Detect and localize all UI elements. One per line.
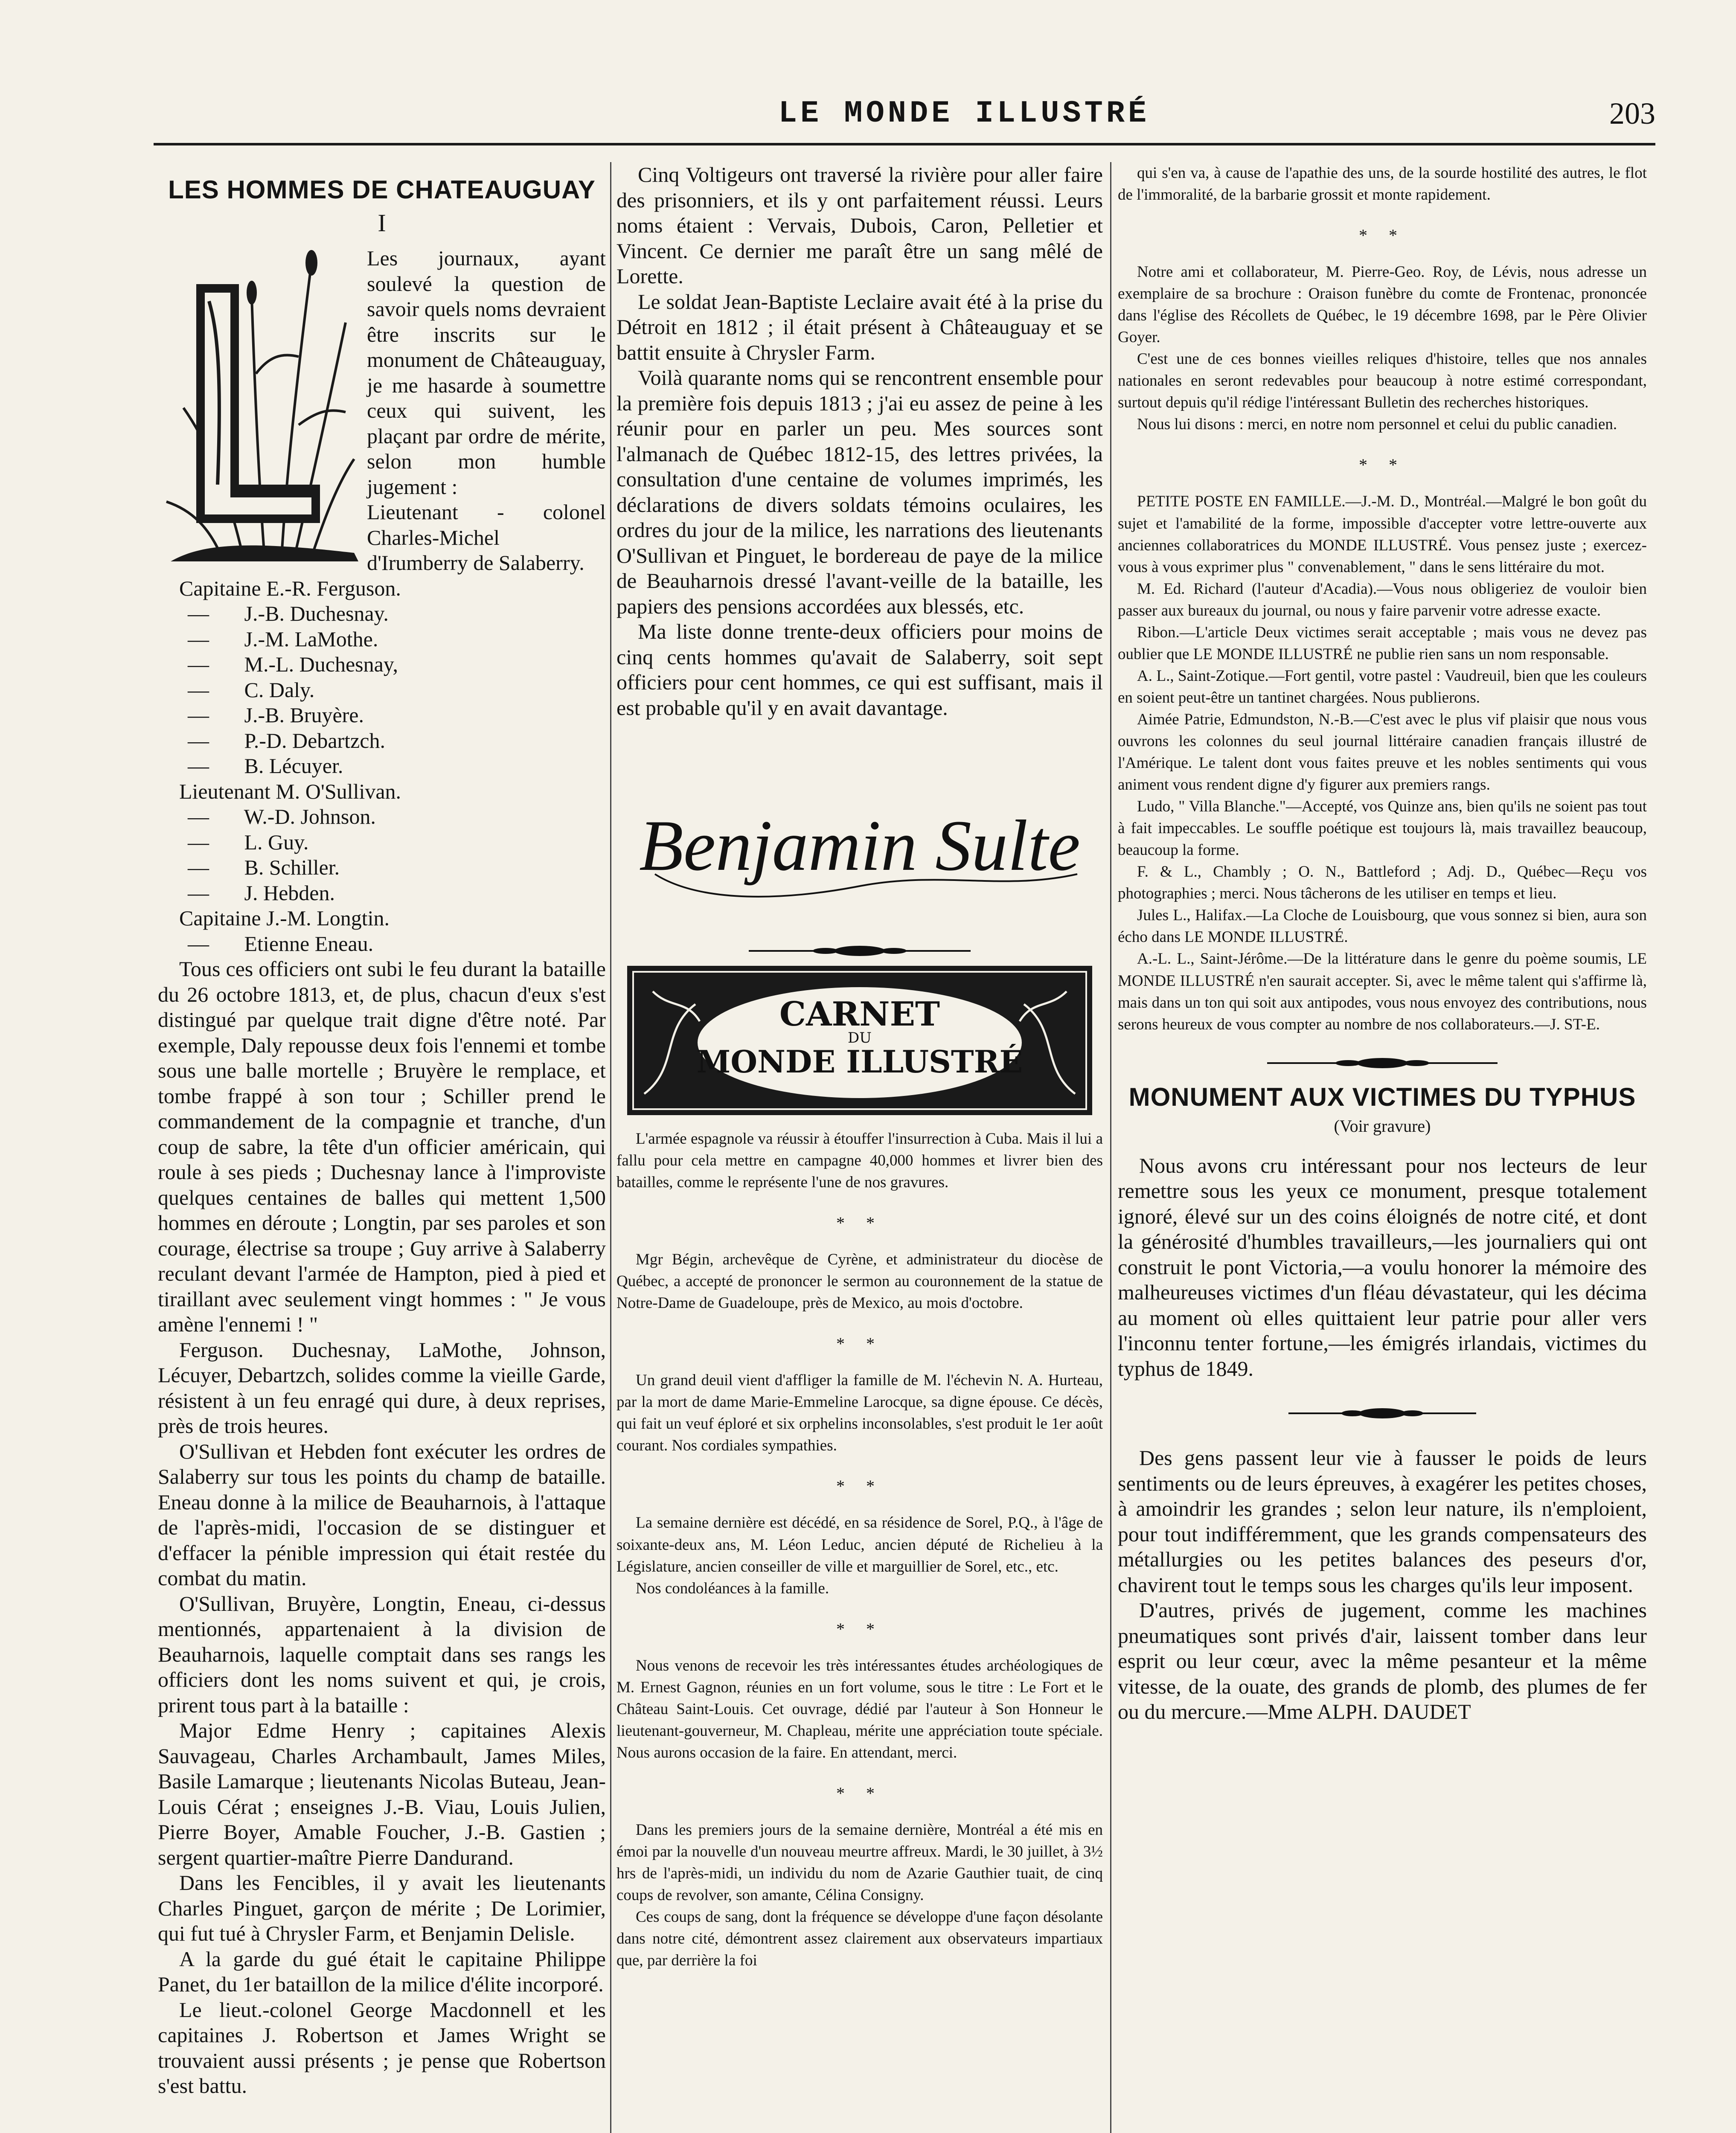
news-note: qui s'en va, à cause de l'apathie des uns, de la sourde hostilité des autres, le flot de l'immoralité, de la barbarie grossit et monte rapidement. [1118, 164, 1647, 204]
news-note: Aimée Patrie, Edmundston, N.-B.—C'est avec le plus vif plaisir que nous vous ouvrons les colonnes du seul journal littéraire canadien français illustré de l'Amérique. Le talent dont vous faites preuve et les nobles sentiments qui vous animent vous rendent digne d'y figurer aux premiers rangs. [1118, 710, 1647, 794]
news-note: F. & L., Chambly ; O. N., Battleford ; Adj. D., Québec—Reçu vos photographies ; merci. Nous tâcherons de les utiliser en temps et lieu. [1118, 863, 1647, 903]
officer-name: W.-D. Johnson. [244, 805, 376, 828]
column-rule [1110, 162, 1111, 2133]
officer-name: C. Daly. [244, 677, 315, 702]
monument-body: Nous avons cru intéressant pour nos lecteurs de leur remettre sous les yeux ce monument, presque totalement ignoré, élevé sur un des coins éloignés de notre cité, et dont la générosité d'humbles travailleurs,—les journaliers qui ont construit le pont Victoria,—a voulu honorer la mémoire des malheureuses victimes d'un fléau dévastateur, qui les décima au moment où elles quittaient leur patrie pour aller vers l'inconnu tenter fortune,—les émigrés irlandais, victimes du typhus de 1849. [1118, 1153, 1647, 1380]
news-note: Nous venons de recevoir les très intéressantes études archéologiques de M. Ernest Gagnon, réunies en un fort volume, sous le titre : Le Fort et le Château Saint-Louis. Cet ouvrage, dédié par l'auteur à Son Honneur le lieutenant-gouverneur, M. Chapleau, mérite une appréciation toute spéciale. Nous aurons occasion de la faire. En attendant, merci. [616, 1656, 1103, 1761]
news-note: Dans les premiers jours de la semaine dernière, Montréal a été mis en émoi par la nouvelle d'un nouveau meurtre affreux. Mardi, le 30 juillet, à 3½ hrs de l'après-midi, un individu du nom de Azarie Gauthier tuait, de cinq coups de revolver, son amante, Célina Consigny. [616, 1821, 1103, 1904]
news-note: L'armée espagnole va réussir à étouffer l'insurrection à Cuba. Mais il lui a fallu pour cela mettre en campagne 40,000 hommes et livrer bien des batailles, comme le représente l'une de nos gravures. [616, 1130, 1103, 1191]
roster-entry [158, 855, 606, 881]
asterism-divider: * * [1359, 226, 1406, 245]
roster-entry [158, 779, 606, 805]
column-3 [1118, 162, 1647, 2133]
roster-entry [158, 728, 606, 754]
part-number: I [378, 209, 386, 237]
officer-name: E.-R. Ferguson. [266, 576, 401, 600]
officer-name: P.-D. Debartzch. [244, 728, 385, 753]
article-body [158, 956, 606, 2099]
svg-text:CARNET: CARNET [779, 995, 940, 1034]
drop-cap-illustration [158, 246, 358, 561]
asterism-divider: * * [836, 1619, 883, 1639]
quote-paragraph-2: D'autres, privés de jugement, comme les machines pneumatiques sont privés d'air, laissent tomber dans leur esprit ou leur cœur, avec la même pesanteur et la même vitesse, de la ouate, des grands de plomb, des plumes de fer ou du mercure.—Mme ALPH. DAUDET [1118, 1598, 1647, 1724]
news-note: Un grand deuil vient d'affliger la famille de M. l'échevin N. A. Hurteau, par la mort de dame Marie-Emmeline Larocque, sa digne épouse. Ce décès, qui fait un veuf éploré et six orphelins inconsolables, s'est produit le 1er août courant. Nos cordiales sympathies. [616, 1372, 1103, 1455]
news-note: A.-L. L., Saint-Jérôme.—De la littérature dans le genre du poème soumis, LE MONDE ILLUSTRÉ n'en saurait accepter. Si, avec le même talent qui s'affirme là, mais dans un ton qui soit aux antipodes, vous nous envoyez des contributions, nous serons heureux de vous compter au nombre de nos collaborateurs.—J. ST-E. [1118, 950, 1647, 1033]
asterism-divider: * * [836, 1476, 883, 1496]
article-paragraph: Major Edme Henry ; capitaines Alexis Sauvageau, Charles Archambault, James Miles, Basile Lamarque ; lieutenants Nicolas Buteau, Jean-Louis Cérat ; enseignes J.-B. Viau, Louis Julien, Pierre Boyer, Amable Foucher, J.-B. Gastien ; sergent quartier-maître Pierre Dandurand. [158, 1718, 606, 1869]
ditto-dash: — [188, 754, 209, 778]
news-note: Nos condoléances à la famille. [636, 1579, 829, 1597]
column-2 [616, 162, 1103, 2133]
carnet-notes [616, 1128, 1103, 1971]
author-signature [616, 763, 1103, 925]
officer-name: Lieutenant - colonel Charles-Michel d'Irumberry de Salaberry. [367, 500, 606, 575]
ditto-dash: — [188, 652, 209, 676]
ditto-dash: — [188, 728, 209, 753]
column-1 [158, 162, 606, 2133]
news-note: Nous lui disons : merci, en notre nom personnel et celui du public canadien. [1137, 416, 1617, 433]
ditto-dash: — [188, 805, 209, 828]
column-rule [610, 162, 611, 2133]
news-note: C'est une de ces bonnes vieilles reliques d'histoire, telles que nos annales nationales en seront redevables pour beaucoup à notre estimé correspondant, surtout depuis qu'il rédige l'intéressant Bulletin des recherches historiques. [1118, 350, 1647, 412]
news-note: Ces coups de sang, dont la fréquence se développe d'une façon désolante dans notre cité, démontrent assez clairement aux observateurs impartiaux que, par derrière la foi [616, 1908, 1103, 1970]
news-note: PETITE POSTE EN FAMILLE.—J.-M. D., Montréal.—Malgré le bon goût du sujet et l'amabilité de la forme, impossible d'accepter votre lettre-ouverte aux anciennes collaboratrices du MONDE ILLUSTRÉ. Vous pensez juste ; exercez-vous à vous exprimer plus " convenablement, " dans le sens littéraire du mot. [1118, 493, 1647, 576]
rank-label: Capitaine [179, 906, 261, 930]
roster-entry [158, 652, 606, 677]
svg-text:DU: DU [848, 1029, 872, 1046]
article-paragraph: Ma liste donne trente-deux officiers pour moins de cinq cents hommes qu'avait de Salaberry, soit sept officiers pour cent hommes, ce qui est suffisant, mais il est probable qu'il y en avait davantage. [616, 619, 1103, 720]
ditto-dash: — [188, 703, 209, 727]
ditto-dash: — [188, 881, 209, 905]
roster-entry [158, 881, 606, 906]
officer-name: B. Lécuyer. [244, 754, 343, 778]
news-note: La semaine dernière est décédé, en sa résidence de Sorel, P.Q., à l'âge de soixante-deux ans, M. Léon Leduc, ancien député de Richelieu à la Législature, ancien conseiller de ville et marguillier de Sorel, etc., etc. [616, 1514, 1103, 1575]
officer-name: M. O'Sullivan. [276, 779, 401, 803]
officer-name: B. Schiller. [244, 855, 340, 879]
article-paragraph: Tous ces officiers ont subi le feu durant la bataille du 26 octobre 1813, et, de plus, chacun d'eux s'est distingué par quelque trait digne d'être noté. Par exemple, Daly repousse deux fois l'ennemi et tombe sous une balle mortelle ; Bruyère le remplace, et tombe frappé à son tour ; Schiller prend le commandement de la compagnie et tranche, d'un coup de sabre, la tête d'un officier américain, qui roule à ses pieds ; Duchesnay lance à l'improviste quelques centaines de balles qui mettent 1,500 hommes en déroute ; Longtin, par ses paroles et son courage, électrise sa troupe ; Guy arrive à Salaberry reculant devant l'armée de Hampton, pied à pied et tiraillant avec seulement vingt hommes : " Je vous amène l'ennemi ! " [158, 957, 606, 1336]
asterism-divider: * * [836, 1783, 883, 1803]
article-paragraph: Le lieut.-colonel George Macdonnell et les capitaines J. Robertson et James Wright se trouvaient aussi présents ; je pense que Robertson s'est battu. [158, 1997, 606, 2098]
monument-subtitle: (Voir gravure) [1334, 1116, 1431, 1136]
article-paragraph: Voilà quarante noms qui se rencontrent ensemble pour la première fois depuis 1813 ; j'ai eu assez de peine à les réunir pour en parler un peu. Mes sources sont l'almanach de Québec 1812-15, des lettres privées, la consultation d'une centaine de volumes imprimés, les déclarations de divers soldats témoins oculaires, les ordres du jour de la milice, les narrations des lieutenants O'Sullivan et Pinguet, le bordereau de paye de la milice de Beauharnois dressé l'avant-veille de la bataille, les papiers des pensions accordées aux blessés, etc. [616, 366, 1103, 618]
officer-name: J.-B. Bruyère. [244, 703, 364, 727]
officer-name: J.-M. Longtin. [266, 906, 390, 930]
news-note: A. L., Saint-Zotique.—Fort gentil, votre pastel : Vaudreuil, bien que les couleurs en soient peut-être un tantinet chargées. Nous publierons. [1118, 667, 1647, 706]
ornament-divider [1250, 1057, 1515, 1069]
article-paragraph: Le soldat Jean-Baptiste Leclaire avait été à la prise du Détroit en 1812 ; il était présent à Châteauguay et se battit ensuite à Chrysler Farm. [616, 289, 1103, 364]
header-rule [154, 143, 1655, 145]
monument-title: MONUMENT AUX VICTIMES DU TYPHUS [1128, 1082, 1636, 1111]
rank-label: Capitaine [179, 576, 261, 600]
officer-name: Etienne Eneau. [244, 931, 374, 956]
officer-name: J.-M. LaMothe. [244, 627, 378, 651]
officer-roster [158, 500, 606, 956]
news-note: Ludo, " Villa Blanche."—Accepté, vos Quinze ans, bien qu'ils ne soient pas tout à fait impeccables. Le souffle poétique est toujours là, mais travaillez beaucoup, beaucoup la forme. [1118, 798, 1647, 859]
asterism-divider: * * [1359, 455, 1406, 475]
ditto-dash: — [188, 855, 209, 879]
article-paragraph: Dans les Fencibles, il y avait les lieutenants Charles Pinguet, garçon de mérite ; De Lorimier, qui fut tué à Chrysler Farm, et Benjamin Delisle. [158, 1871, 606, 1945]
roster-entry [158, 601, 606, 627]
article-continuation [616, 162, 1103, 721]
ditto-dash: — [188, 602, 209, 625]
news-note: M. Ed. Richard (l'auteur d'Acadia).—Vous nous obligeriez de vouloir bien passer aux bureaux du journal, ou nous y faire parvenir votre adresse exacte. [1118, 580, 1647, 619]
officer-name: L. Guy. [244, 830, 309, 854]
article-title: LES HOMMES DE CHATEAUGUAY [168, 175, 596, 204]
roster-entry [158, 906, 606, 931]
asterism-divider: * * [836, 1334, 883, 1354]
rank-label: Lieutenant [179, 779, 270, 803]
article-intro: Les journaux, ayant soulevé la question de savoir quels noms devraient être inscrits sur le monument de Châteauguay, je me hasarde à soumettre ceux qui suivent, les plaçant par ordre de mérite, selon mon humble jugement : [367, 246, 606, 499]
asterism-divider: * * [836, 1213, 883, 1233]
ditto-dash: — [188, 627, 209, 651]
roster-entry [158, 703, 606, 728]
news-note: Mgr Bégin, archevêque de Cyrène, et administrateur du diocèse de Québec, a accepté de prononcer le sermon au couronnement de la statue de Notre-Dame de Guadeloupe, près de Mexico, au mois d'octobre. [616, 1251, 1103, 1312]
ditto-dash: — [188, 931, 209, 956]
article-paragraph: A la garde du gué était le capitaine Philippe Panet, du 1er bataillon de la milice d'élite incorporé. [158, 1947, 606, 1996]
ditto-dash: — [188, 830, 209, 854]
officer-name: J. Hebden. [244, 881, 335, 905]
roster-entry [158, 627, 606, 652]
svg-text:Benjamin Sulte: Benjamin Sulte [639, 805, 1080, 886]
svg-text:MONDE ILLUSTRÉ: MONDE ILLUSTRÉ [696, 1043, 1023, 1080]
news-note: Ribon.—L'article Deux victimes serait acceptable ; mais vous ne devez pas oublier que LE MONDE ILLUSTRÉ ne publie rien sans un nom responsable. [1118, 623, 1647, 663]
page-number: 203 [1609, 96, 1655, 131]
article-paragraph: O'Sullivan et Hebden font exécuter les ordres de Salaberry sur tous les points du champ de bataille. Eneau donne à la milice de Beauharnois, à l'attaque de l'après-midi, l'occasion de se distinguer et d'effacer la pénible impression qui était restée du combat du matin. [158, 1439, 606, 1590]
article-paragraph: O'Sullivan, Bruyère, Longtin, Eneau, ci-dessus mentionnés, appartenaient à la division de Beauharnois, laquelle comptait dans ses rangs les officiers dont les noms suivent et qui, je crois, prirent tous part à la bataille : [158, 1591, 606, 1717]
news-note: Notre ami et collaborateur, M. Pierre-Geo. Roy, de Lévis, nous adresse un exemplaire de sa brochure : Oraison funèbre du comte de Frontenac, prononcée dans l'église des Récollets de Québec, le 19 décembre 1698, par le Père Olivier Goyer. [1118, 263, 1647, 346]
roster-entry [158, 931, 606, 957]
roster-entry [158, 753, 606, 779]
carnet-banner [627, 966, 1092, 1115]
roster-entry [158, 576, 606, 602]
officer-name: J.-B. Duchesnay. [244, 602, 389, 625]
newspaper-title: LE MONDE ILLUSTRÉ [778, 96, 1150, 131]
article-paragraph: Ferguson. Duchesnay, LaMothe, Johnson, Lécuyer, Debartzch, solides comme la vieille Garde, résistent à un feu enragé qui dure, à deux reprises, près de trois heures. [158, 1337, 606, 1438]
officer-name: M.-L. Duchesnay, [244, 652, 398, 676]
ornament-divider [732, 944, 988, 957]
roster-entry [158, 804, 606, 830]
masthead [154, 96, 1655, 143]
quote-paragraph-1: Des gens passent leur vie à fausser le poids de leurs sentiments ou de leurs épreuves, à exagérer les petites choses, à amoindrir les grandes ; selon leur nature, ils n'emploient, pour tout indifféremment, que les grands compensateurs des métallurgies ou les petites balances des peseurs d'or, chavirent tout le temps sous les charges qu'ils leur imposent. [1118, 1446, 1647, 1597]
roster-entry [158, 830, 606, 855]
correspondence-notes [1118, 162, 1647, 1035]
ornament-divider [1271, 1407, 1493, 1420]
news-note: Jules L., Halifax.—La Cloche de Louisbourg, que vous sonnez si bien, aura son écho dans LE MONDE ILLUSTRÉ. [1118, 907, 1647, 946]
article-paragraph: Cinq Voltigeurs ont traversé la rivière pour aller faire des prisonniers, et ils y ont parfaitement réussi. Leurs noms étaient : Vervais, Dubois, Caron, Pelletier et Vincent. Ce dernier me paraît être un sang mêlé de Lorette. [616, 163, 1103, 288]
roster-entry [158, 677, 606, 703]
ditto-dash: — [188, 677, 209, 702]
